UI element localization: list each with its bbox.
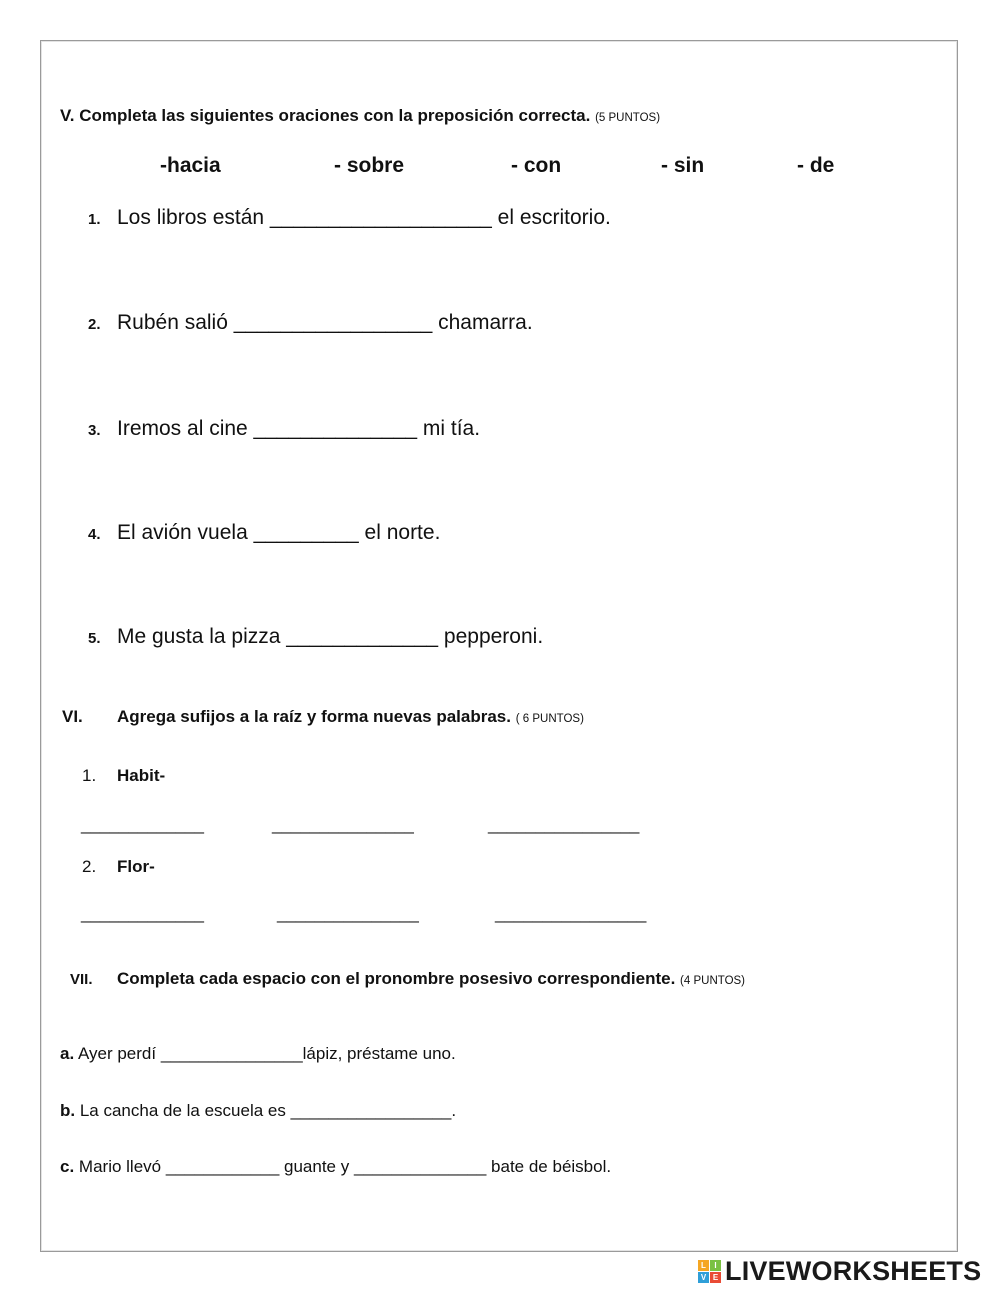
section-7-heading (117, 969, 745, 989)
logo-tile-l: L (698, 1260, 709, 1271)
section-7-roman: VII. (70, 971, 93, 988)
suffix-item-2-number: 2. (82, 857, 97, 876)
section-7-title: Completa cada espacio con el pronombre posesivo correspondiente. (117, 969, 676, 988)
item-2-number: 2. (88, 316, 101, 333)
possessive-item-a-text: Ayer perdí _______________lápiz, préstame uno. (77, 1044, 456, 1063)
section-5-heading (60, 106, 660, 126)
possessive-item-c-text: Mario llevó ____________ guante y ______________ bate de béisbol. (78, 1157, 612, 1176)
item-3-sentence: Iremos al cine ______________ mi tía. (117, 417, 481, 440)
possessive-item-a-letter: a. (60, 1044, 75, 1063)
suffix-item-2-root: Flor- (117, 857, 155, 876)
possessive-item-b-text: La cancha de la escuela es _________________. (79, 1101, 457, 1120)
section-6-heading (117, 707, 584, 727)
section-5-title: V. Completa las siguientes oraciones con la preposición correcta. (60, 106, 591, 125)
item-3-number: 3. (88, 422, 101, 439)
logo-tile-i: I (710, 1260, 721, 1271)
liveworksheets-logo[interactable] (698, 1256, 981, 1286)
logo-tile-v: V (698, 1272, 709, 1283)
option-hacia: -hacia (160, 154, 221, 177)
item-5-number: 5. (88, 630, 101, 647)
suffix-1-blank-1[interactable]: _____________ (81, 815, 204, 834)
section-6-points: ( 6 PUNTOS) (515, 713, 584, 725)
option-sobre: - sobre (334, 154, 405, 177)
section-7-points: (4 PUNTOS) (680, 975, 746, 987)
suffix-1-blank-2[interactable]: _______________ (272, 815, 414, 834)
item-4-sentence: El avión vuela _________ el norte. (117, 521, 441, 544)
liveworksheets-logo-icon (698, 1260, 721, 1283)
suffix-item-1-root: Habit- (117, 766, 166, 785)
suffix-2-blank-2[interactable]: _______________ (277, 904, 419, 923)
liveworksheets-logo-text: LIVEWORKSHEETS (725, 1255, 982, 1286)
possessive-item-c-letter: c. (60, 1157, 75, 1176)
section-5-points: (5 PUNTOS) (595, 112, 661, 124)
item-4-number: 4. (88, 526, 101, 543)
logo-tile-e: E (710, 1272, 721, 1283)
section-6-roman: VI. (62, 707, 83, 726)
possessive-item-b-letter: b. (60, 1101, 76, 1120)
suffix-1-blank-3[interactable]: ________________ (488, 815, 640, 834)
suffix-2-blank-3[interactable]: ________________ (495, 904, 647, 923)
suffix-2-blank-1[interactable]: _____________ (81, 904, 204, 923)
item-1-number: 1. (88, 211, 101, 228)
option-de: - de (797, 154, 835, 177)
item-1-sentence: Los libros están ___________________ el escritorio. (117, 206, 611, 229)
possessive-item-a (60, 1044, 456, 1064)
possessive-item-c (60, 1157, 611, 1177)
option-sin: - sin (661, 154, 705, 177)
possessive-item-b (60, 1101, 456, 1121)
item-5-sentence: Me gusta la pizza _____________ pepperoni. (117, 625, 544, 648)
option-con: - con (511, 154, 562, 177)
item-2-sentence: Rubén salió _________________ chamarra. (117, 311, 533, 334)
section-6-title: Agrega sufijos a la raíz y forma nuevas palabras. (117, 707, 511, 726)
suffix-item-1-number: 1. (82, 766, 97, 785)
